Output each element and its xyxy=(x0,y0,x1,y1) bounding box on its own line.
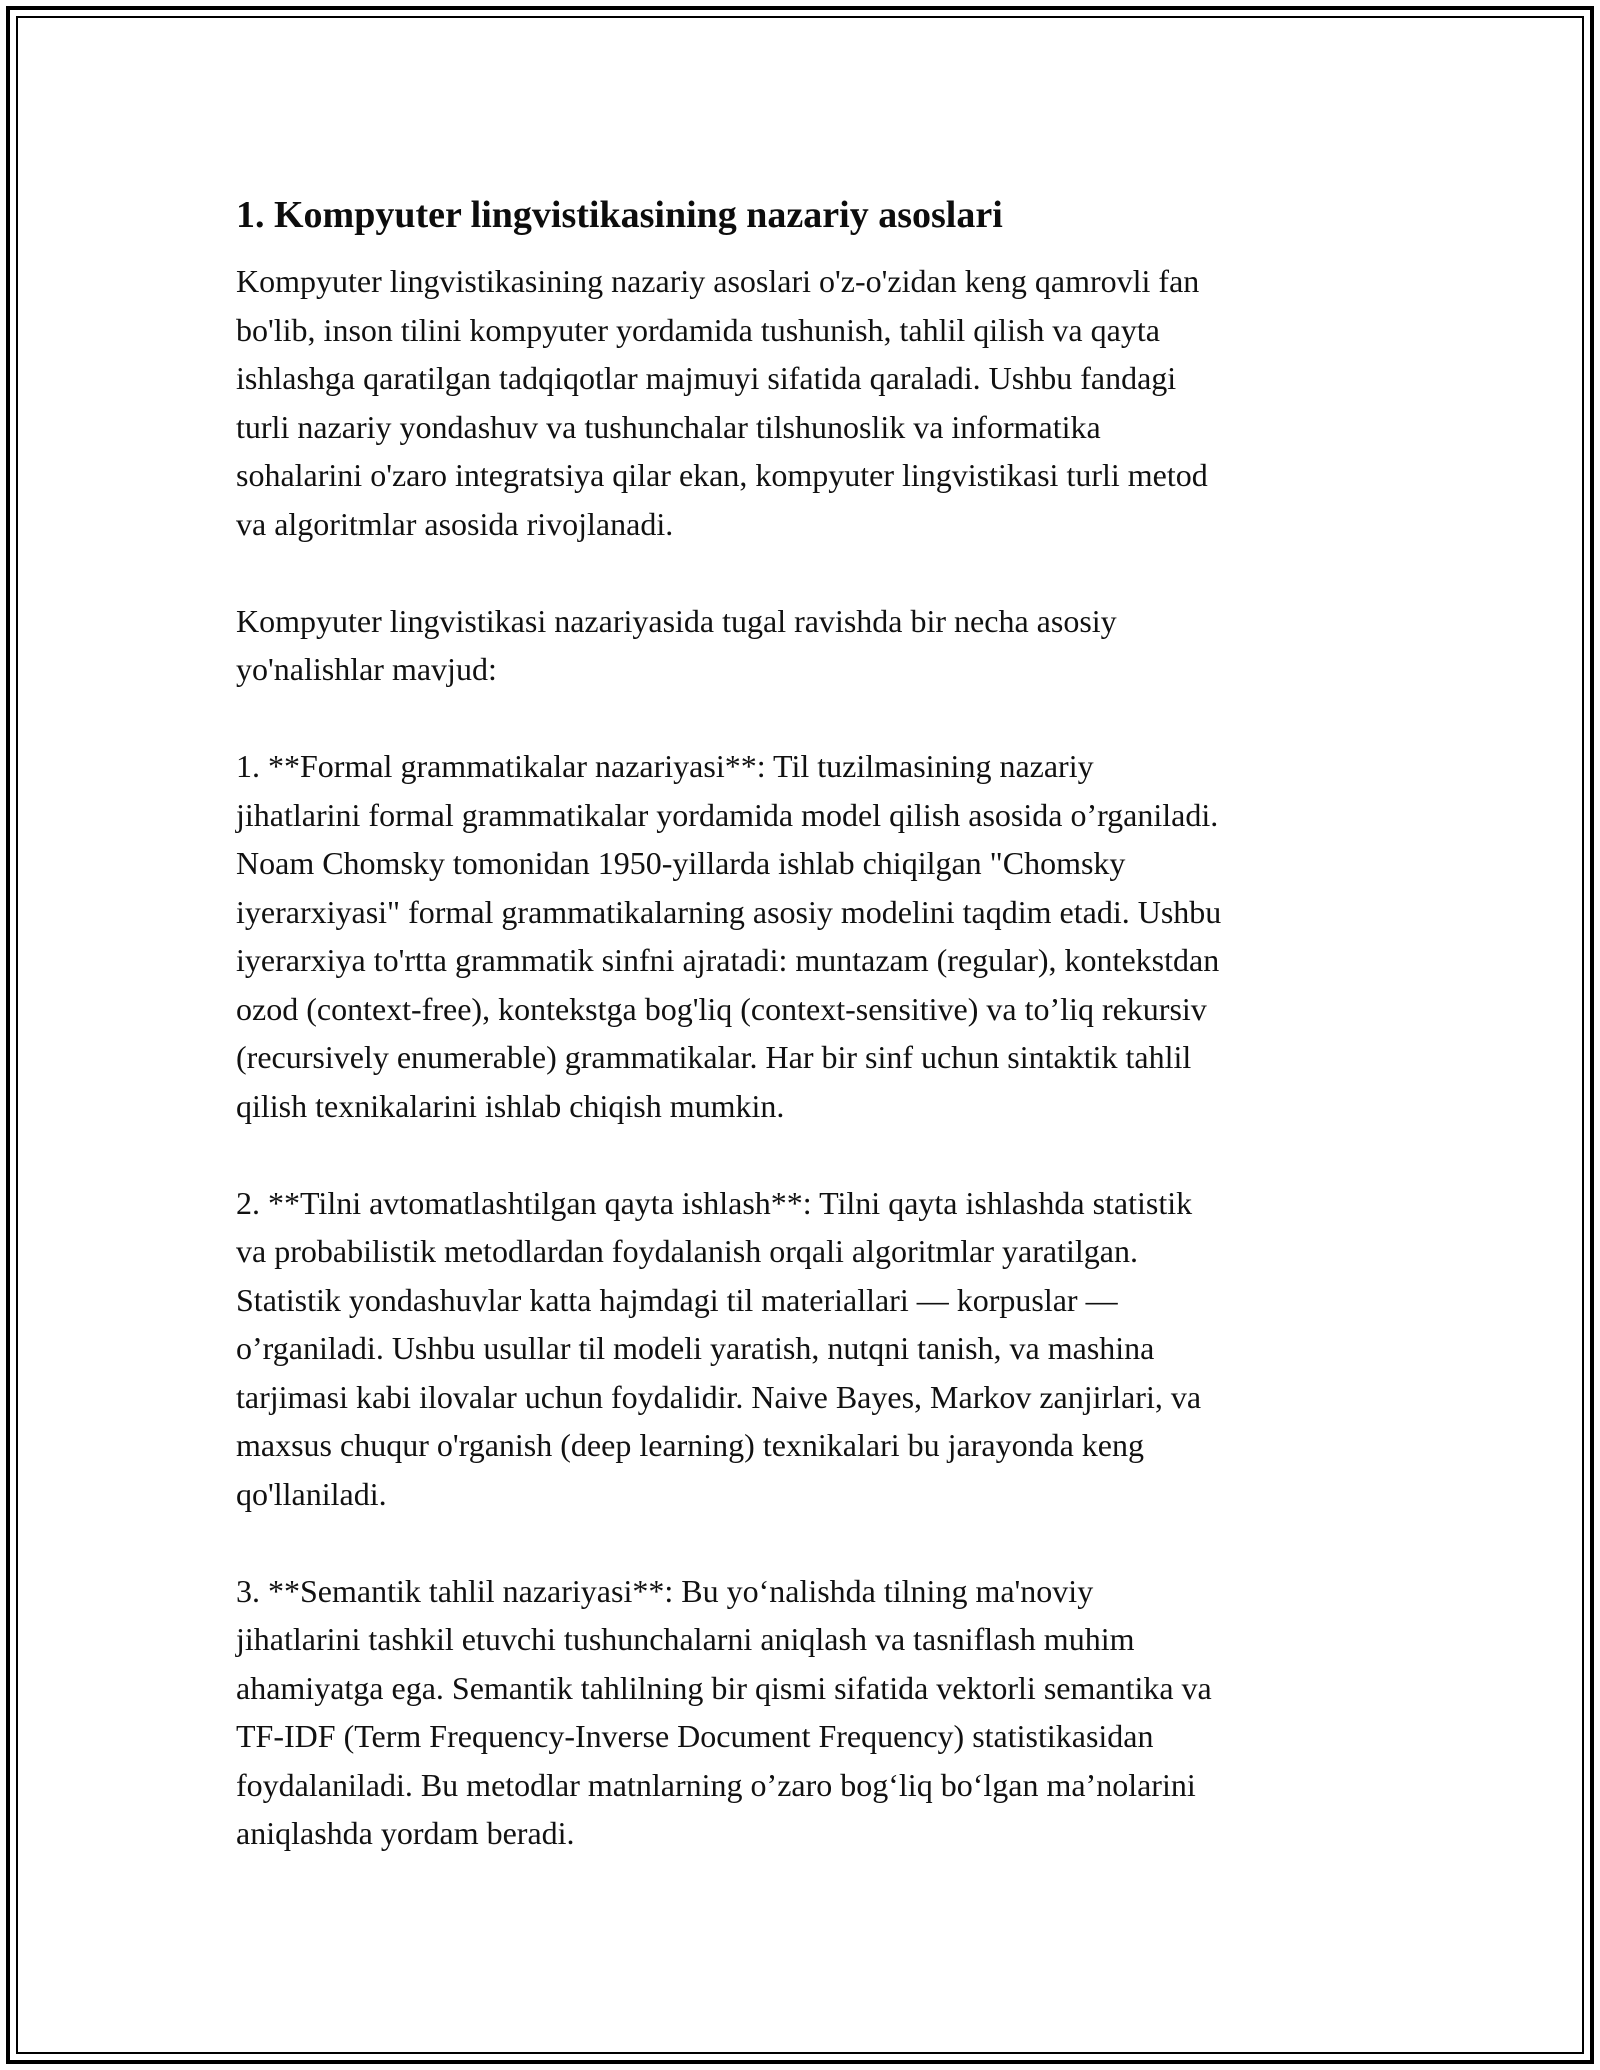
section-heading: 1. Kompyuter lingvistikasining nazariy asoslari xyxy=(236,194,1003,236)
paragraph-intro: Kompyuter lingvistikasining nazariy asoslari o'z-o'zidan keng qamrovli fan bo'lib, inson tilini kompyuter yordamida tushunish, tahlil qilish va qayta ishlashga qaratilgan tadqiqotlar majmuyi sifatida qaraladi. Ushbu fandagi turli nazariy yondashuv va tushunchalar tilshunoslik va informatika sohalarini o'zaro integratsiya qilar ekan, kompyuter lingvistikasi turli metod va algoritmlar asosida rivojlanadi. xyxy=(236,263,1208,542)
paragraph-automated-processing: 2. **Tilni avtomatlashtilgan qayta ishlash**: Tilni qayta ishlashda statistik va probabilistik metodlardan foydalanish orqali algoritmlar yaratilgan. Statistik yondashuvlar katta hajmdagi til materiallari — korpuslar — o’rganiladi. Ushbu usullar til modeli yaratish, nutqni tanish, va mashina tarjimasi kabi ilovalar uchun foydalidir. Naive Bayes, Markov zanjirlari, va maxsus chuqur o'rganish (deep learning) texnikalari bu jarayonda keng qo'llaniladi. xyxy=(236,1184,1202,1512)
paragraph-semantic-analysis: 3. **Semantik tahlil nazariyasi**: Bu yo‘nalishda tilning ma'noviy jihatlarini tashkil etuvchi tushunchalarni aniqlash va tasniflash muhim ahamiyatga ega. Semantik tahlilning bir qismi sifatida vektorli semantika va TF-IDF (Term Frequency-Inverse Document Frequency) statistikasidan foydalaniladi. Bu metodlar matnlarning o’zaro bog‘liq bo‘lgan ma’nolarini aniqlashda yordam beradi. xyxy=(236,1572,1212,1851)
paragraph-formal-grammars: 1. **Formal grammatikalar nazariyasi**: Til tuzilmasining nazariy jihatlarini formal grammatikalar yordamida model qilish asosida o’rganiladi. Noam Chomsky tomonidan 1950-yillarda ishlab chiqilgan "Chomsky iyerarxiyasi" formal grammatikalarning asosiy modelini taqdim etadi. Ushbu iyerarxiya to'rtta grammatik sinfni ajratadi: muntazam (regular), kontekstdan ozod (context-free), kontekstga bog'liq (context-sensitive) va to’liq rekursiv (recursively enumerable) grammatikalar. Har bir sinf uchun sintaktik tahlil qilish texnikalarini ishlab chiqish mumkin. xyxy=(236,748,1222,1124)
document-body xyxy=(236,185,1376,1858)
paragraph-directions: Kompyuter lingvistikasi nazariyasida tugal ravishda bir necha asosiy yo'nalishlar mavjud: xyxy=(236,602,1117,687)
